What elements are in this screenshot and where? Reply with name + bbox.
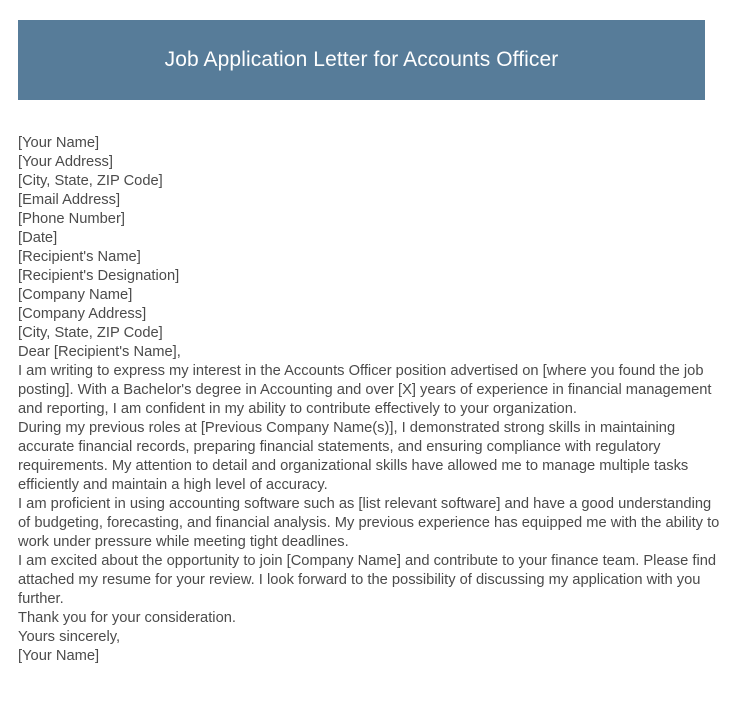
recipient-line-city-state-zip: [City, State, ZIP Code] bbox=[18, 325, 163, 341]
recipient-line-company-address: [Company Address] bbox=[18, 306, 147, 322]
sender-line-email: [Email Address] bbox=[18, 192, 121, 208]
letter-header-banner bbox=[18, 20, 705, 100]
body-paragraph-3: I am proficient in using accounting software such as [list relevant software] and have a good understanding of budgeting, forecasting, and financial analysis. My previous experience has equipped me with the ability to work under pressure while meeting tight deadlines. bbox=[18, 496, 720, 550]
closing-thank-you: Thank you for your consideration. bbox=[18, 610, 236, 626]
body-paragraph-2: During my previous roles at [Previous Company Name(s)], I demonstrated strong skills in maintaining accurate financial records, preparing financial statements, and ensuring compliance with regulatory requirements. My attention to detail and organizational skills have allowed me to manage multiple tasks efficiently and maintain a high level of accuracy. bbox=[18, 420, 689, 493]
body-paragraph-4: I am excited about the opportunity to join [Company Name] and contribute to your finance team. Please find attached my resume for your review. I look forward to the possibility of discussing my application with you further. bbox=[18, 553, 717, 607]
sender-line-address: [Your Address] bbox=[18, 154, 113, 170]
body-paragraph-1: I am writing to express my interest in the Accounts Officer position advertised on [where you found the job posting]. With a Bachelor's degree in Accounting and over [X] years of experience in financial management and reporting, I am confident in my ability to contribute effectively to your organization. bbox=[18, 363, 712, 417]
sender-line-date: [Date] bbox=[18, 230, 58, 246]
closing-sign-off: Yours sincerely, bbox=[18, 629, 121, 645]
sender-line-city-state-zip: [City, State, ZIP Code] bbox=[18, 173, 163, 189]
closing-signature-name: [Your Name] bbox=[18, 648, 100, 664]
recipient-line-company-name: [Company Name] bbox=[18, 287, 133, 303]
closing-block bbox=[18, 609, 724, 666]
salutation: Dear [Recipient's Name], bbox=[18, 344, 181, 360]
recipient-line-designation: [Recipient's Designation] bbox=[18, 268, 180, 284]
sender-line-phone: [Phone Number] bbox=[18, 211, 125, 227]
letter-body bbox=[18, 134, 724, 666]
sender-line-name: [Your Name] bbox=[18, 135, 100, 151]
recipient-address-block bbox=[18, 248, 724, 343]
sender-address-block bbox=[18, 134, 724, 248]
recipient-line-name: [Recipient's Name] bbox=[18, 249, 141, 265]
page-title: Job Application Letter for Accounts Officer bbox=[164, 48, 559, 72]
